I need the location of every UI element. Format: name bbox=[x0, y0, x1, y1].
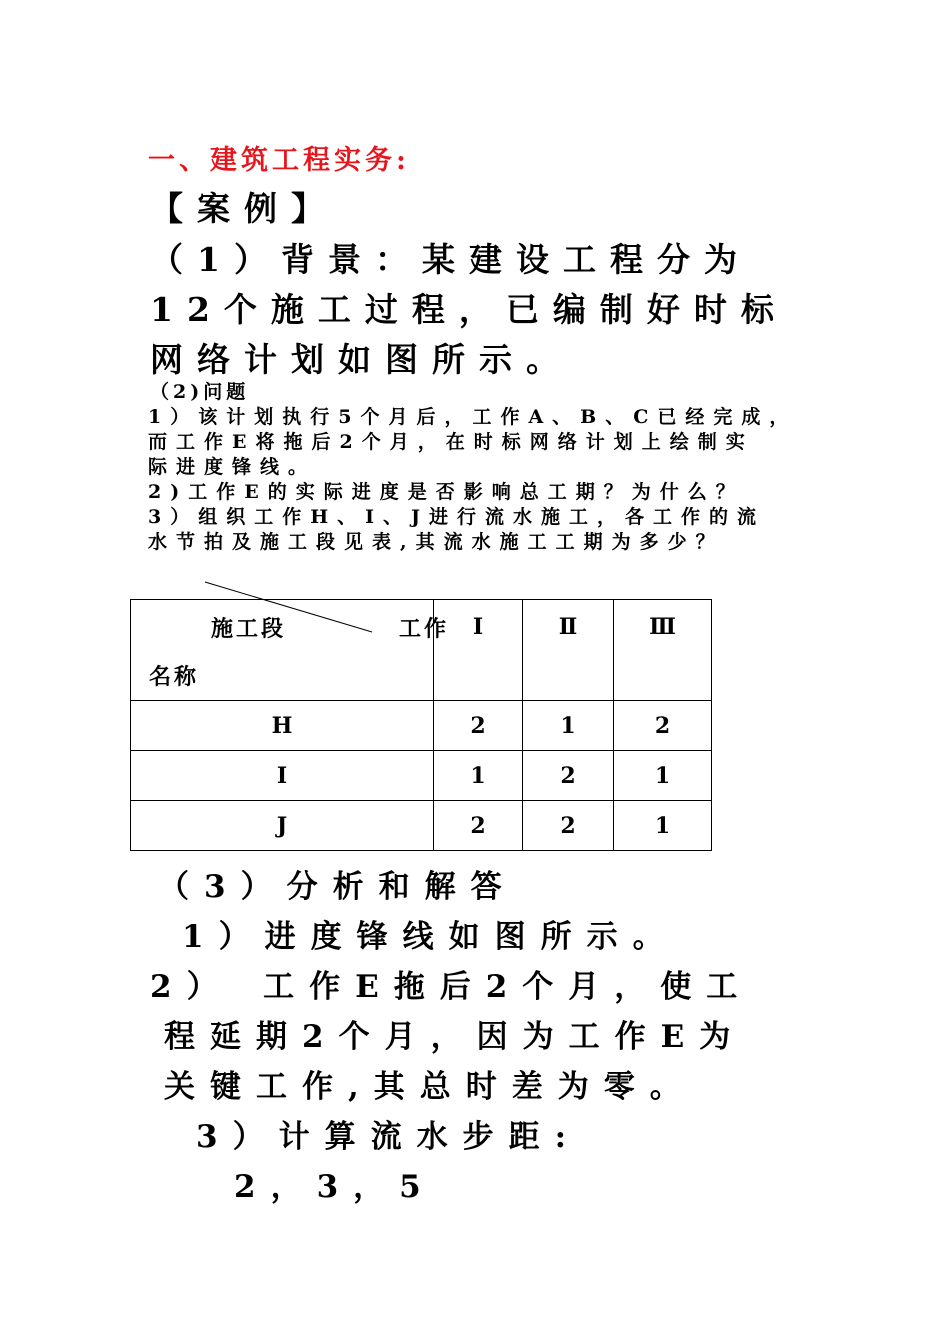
table-cell: 1 bbox=[614, 801, 712, 851]
answer-1: 1）进度锋线如图所示。 bbox=[182, 919, 679, 955]
answer-2-line-3: 关键工作,其总时差为零。 bbox=[164, 1069, 696, 1105]
answer-3-result: 2，3，5 bbox=[234, 1169, 436, 1205]
row-name: J bbox=[131, 801, 434, 851]
question-2: 2)工作E的实际进度是否影响总工期？为什么？ bbox=[148, 481, 744, 503]
table-cell: 1 bbox=[434, 751, 523, 801]
section-title: 一、建筑工程实务: bbox=[148, 145, 410, 176]
column-header: I bbox=[434, 600, 523, 701]
table-cell: 2 bbox=[614, 701, 712, 751]
table-cell: 1 bbox=[523, 701, 614, 751]
question-3-line-2: 水节拍及施工段见表,其流水施工工期为多少？ bbox=[148, 531, 724, 553]
answer-3: 3）计算流水步距: bbox=[196, 1119, 582, 1155]
background-line-1: （1）背景：某建设工程分为 bbox=[150, 240, 751, 279]
header-top-right: 工作 bbox=[399, 616, 450, 642]
table-cell: 2 bbox=[523, 801, 614, 851]
table-header-row bbox=[131, 600, 712, 701]
answer-2-line-1: 2） 工作E拖后2个月，使工 bbox=[150, 969, 753, 1005]
table-row bbox=[131, 751, 712, 801]
answer-2-line-2: 程延期2个月，因为工作E为 bbox=[164, 1019, 746, 1055]
question-3-line-1: 3）组织工作H、I、J进行流水施工，各工作的流 bbox=[148, 506, 766, 528]
table-row bbox=[131, 801, 712, 851]
case-label: 【案例】 bbox=[150, 189, 338, 228]
background-line-2: 12个施工过程，已编制好时标 bbox=[150, 290, 788, 329]
row-name: H bbox=[131, 701, 434, 751]
work-schedule-table bbox=[130, 599, 712, 851]
background-line-3: 网络计划如图所示。 bbox=[150, 340, 573, 379]
column-header: Ⅱ bbox=[523, 600, 614, 701]
question-1-line-2: 而工作E将拖后2个月，在时标网络计划上绘制实 bbox=[148, 431, 754, 453]
header-bottom: 名称 bbox=[149, 664, 200, 690]
table-cell: 1 bbox=[614, 751, 712, 801]
question-1-line-1: 1）该计划执行5个月后，工作A、B、C已经完成， bbox=[148, 406, 798, 428]
table-cell: 2 bbox=[434, 801, 523, 851]
analysis-title: （3）分析和解答 bbox=[158, 869, 517, 905]
questions-title: （2)问题 bbox=[150, 381, 250, 403]
question-1-line-3: 际进度锋线。 bbox=[148, 456, 317, 478]
table-cell: 2 bbox=[434, 701, 523, 751]
header-corner-cell bbox=[131, 600, 450, 701]
table-cell: 2 bbox=[523, 751, 614, 801]
row-name: I bbox=[131, 751, 434, 801]
header-top-left: 施工段 bbox=[211, 616, 287, 642]
column-header: Ⅲ bbox=[614, 600, 712, 701]
table-row bbox=[131, 701, 712, 751]
